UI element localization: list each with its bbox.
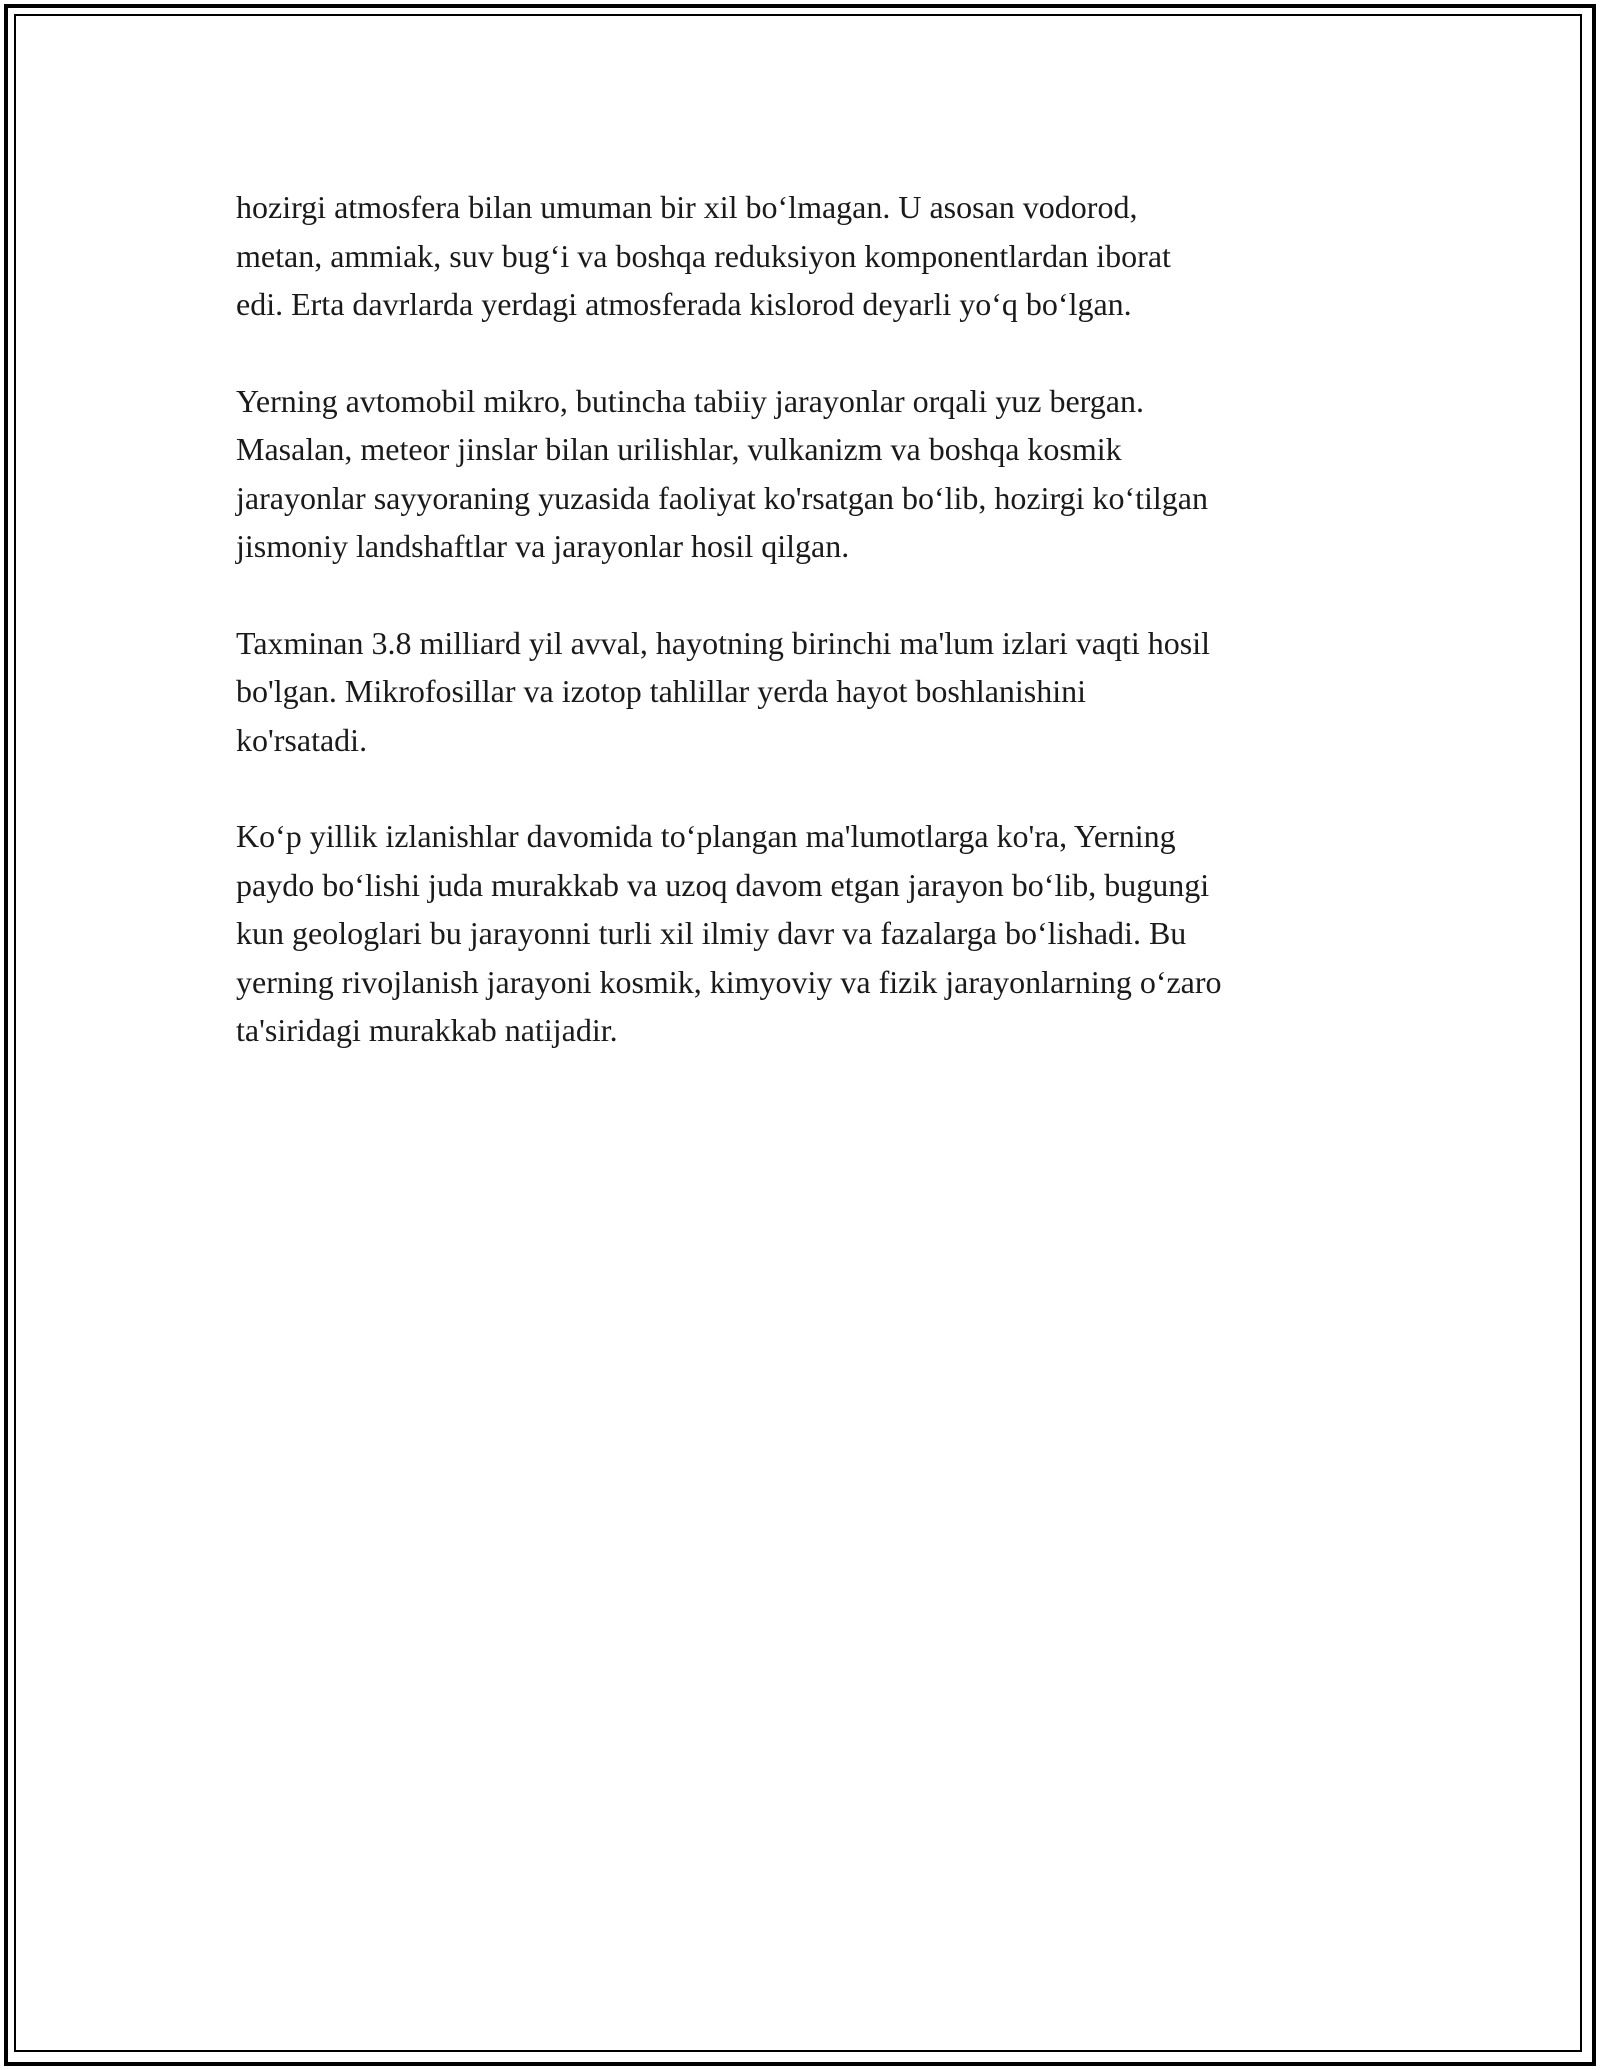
paragraph-first-life: Taxminan 3.8 milliard yil avval, hayotning birinchi ma'lum izlari vaqti hosil bo'lgan. Mikrofosillar va izotop tahlillar yerda hayot boshlanishini ko'rsatadi. [236,624,1210,758]
paragraph-natural-processes: Yerning avtomobil mikro, butincha tabiiy jarayonlar orqali yuz bergan. Masalan, meteor jinslar bilan urilishlar, vulkanizm va boshqa kosmik jarayonlar sayyoraning yuzasida faoliyat ko'rsatgan bo‘lib, hozirgi ko‘tilgan jismoniy landshaftlar va jarayonlar hosil qilgan. [236,382,1208,564]
paragraph-conclusion: Ko‘p yillik izlanishlar davomida to‘plangan ma'lumotlarga ko'ra, Yerning paydo bo‘lishi juda murakkab va uzoq davom etgan jarayon bo‘lib, bugungi kun geologlari bu jarayonni turli xil ilmiy davr va fazalarga bo‘lishadi. Bu yerning rivojlanish jarayoni kosmik, kimyoviy va fizik jarayonlarning o‘zaro ta'siridagi murakkab natijadir. [236,818,1222,1048]
document-body [236,183,1396,1103]
paragraph-atmosphere: hozirgi atmosfera bilan umuman bir xil bo‘lmagan. U asosan vodorod, metan, ammiak, suv bug‘i va boshqa reduksiyon komponentlardan iborat edi. Erta davrlarda yerdagi atmosferada kislorod deyarli yo‘q bo‘lgan. [236,189,1171,322]
